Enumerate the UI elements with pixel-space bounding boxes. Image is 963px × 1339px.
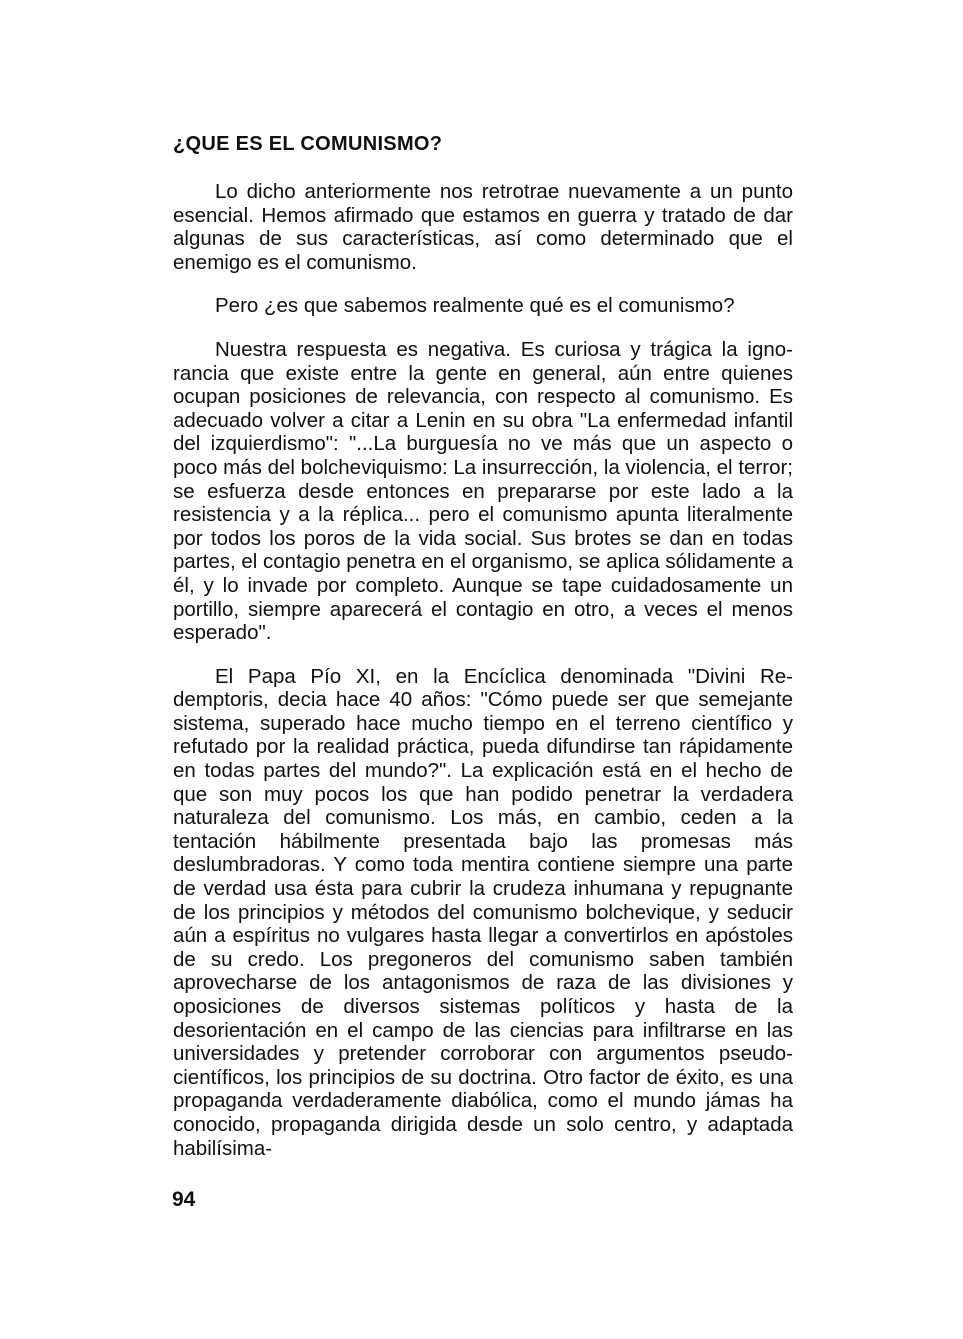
page-number: 94 <box>172 1188 196 1211</box>
document-page <box>173 130 793 1180</box>
paragraph-3: Nuestra respuesta es negativa. Es curiosa y trágica la ignorancia que existe entre la gente en general, aún entre quienes ocupan posiciones de relevancia, con respecto al comunismo. Es adecuado volver a citar a Lenin en su obra "La enfermedad infantil del izquierdismo": "...La burguesía no ve más que un aspecto o poco más del bolcheviquismo: La insurrección, la violencia, el terror; se esfuerza desde entonces en prepararse por este lado a la resistencia y a la réplica... pero el comunismo apunta literalmente por todos los poros de la vida social. Sus brotes se dan en todas partes, el contagio penetra en el organismo, se aplica sólidamente a él, y lo invade por completo. Aunque se tape cuidadosamente un portillo, siempre aparecerá el contagio en otro, a veces el menos esperado". <box>173 337 793 645</box>
section-heading: ¿QUE ES EL COMUNISMO? <box>173 133 443 155</box>
paragraph-2: Pero ¿es que sabemos realmente qué es el comunismo? <box>215 294 735 318</box>
paragraph-1: Lo dicho anteriormente nos retrotrae nuevamente a un punto esencial. Hemos afirmado que estamos en guerra y tratado de dar algunas de sus características, así como determinado que el enemigo es el comunismo. <box>173 180 793 274</box>
paragraph-4: El Papa Pío XI, en la Encíclica denominada "Divini Redemptoris, decia hace 40 años: "Cómo puede ser que semejante sistema, superado hace mucho tiempo en el terreno científico y refutado por la realidad práctica, pueda difundirse tan rápidamente en todas partes del mundo?". La explicación está en el hecho de que son muy pocos los que han podido penetrar la verdadera naturaleza del comunismo. Los más, en cambio, ceden a la tentación hábilmente presentada bajo las promesas más deslumbradoras. Y como toda mentira contiene siempre una parte de verdad usa ésta para cubrir la crudeza inhumana y repugnante de los principios y métodos del comunismo bolchevique, y seducir aún a espíritus no vulgares hasta llegar a convertirlos en apóstoles de su credo. Los pregoneros del comunismo saben también aprovecharse de los antagonismos de raza de las divisiones y oposiciones de diversos sistemas políticos y hasta de la desorientación en el campo de las ciencias para infiltrarse en las universidades y pretender corroborar con argumentos pseudo-científicos, los principios de su doctrina. Otro factor de éxito, es una propaganda verdaderamente diabólica, como el mundo jámas ha conocido, propaganda dirigida desde un solo centro, y adaptada habilísima- <box>173 664 793 1160</box>
